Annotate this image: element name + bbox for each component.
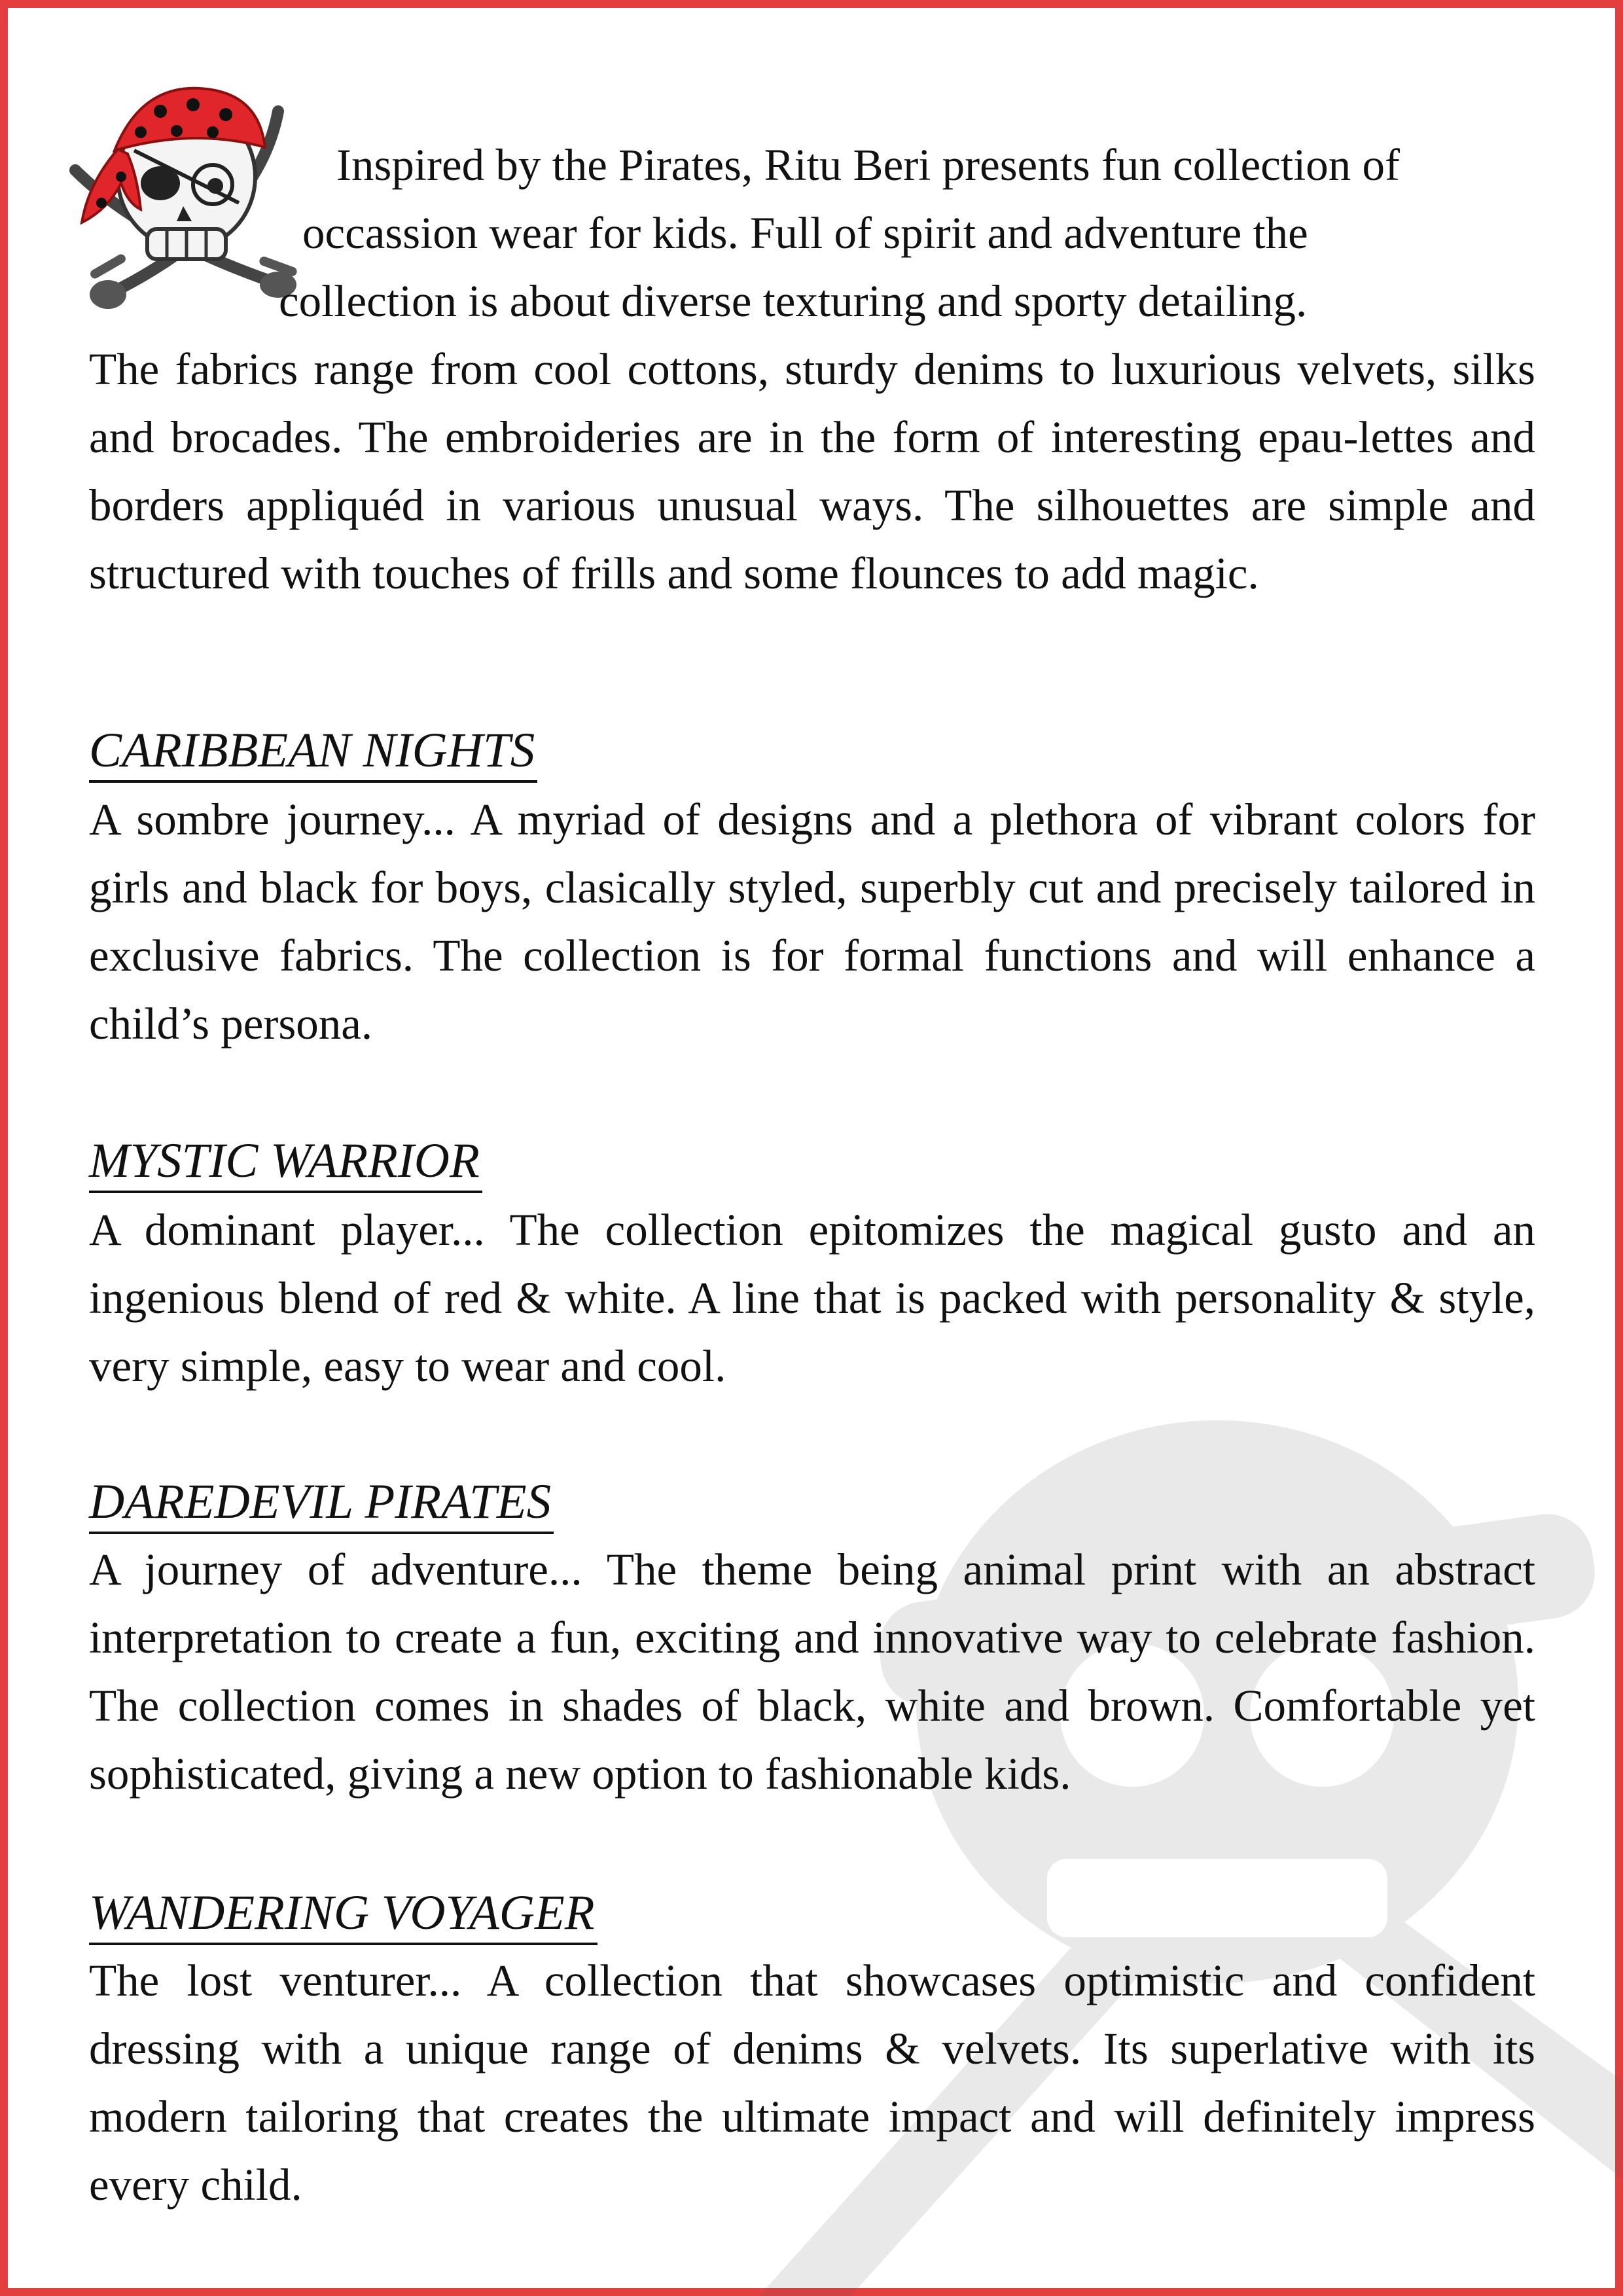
- intro-paragraph: The fabrics range from cool cottons, sturdy denims to luxurious velvets, silks and brocades. The embroideries are in the form of interesting epau-lettes and borders appliquéd in various unusual ways. The silhouettes are simple and structured with touches of frills and some flounces to add magic.: [89, 344, 1535, 598]
- heading-daredevil-pirates: DAREDEVIL PIRATES: [89, 1473, 554, 1534]
- text-wandering-voyager: The lost venturer... A collection that showcases optimistic and confident dressing with a unique range of denims & velvets. Its superlative with its modern tailoring that creates the ultimate impact and will definitely impress every child.: [89, 1956, 1535, 2210]
- text-caribbean-nights: A sombre journey... A myriad of designs and a plethora of vibrant colors for girls and black for boys, clasically styled, superbly cut and precisely tailored in exclusive fabrics. The collection is for formal functions and will enhance a child’s persona.: [89, 795, 1535, 1049]
- intro-line-2: occassion wear for kids. Full of spirit and adventure the: [302, 208, 1308, 258]
- heading-caribbean-nights: CARIBBEAN NIGHTS: [89, 721, 537, 783]
- intro-line-1: Inspired by the Pirates, Ritu Beri presents fun collection of: [336, 140, 1400, 190]
- intro-wrapped-lines: [89, 131, 1535, 335]
- text-daredevil-pirates: A journey of adventure... The theme being animal print with an abstract interpretation to create a fun, exciting and innovative way to celebrate fashion. The collection comes in shades of black, white and brown. Comfortable yet sophisticated, giving a new option to fashionable kids.: [89, 1545, 1535, 1799]
- heading-wandering-voyager: WANDERING VOYAGER: [89, 1884, 597, 1945]
- heading-mystic-warrior: MYSTIC WARRIOR: [89, 1132, 482, 1193]
- intro-line-3: collection is about diverse texturing and sporty detailing.: [279, 276, 1308, 326]
- text-mystic-warrior: A dominant player... The collection epitomizes the magical gusto and an ingenious blend of red & white. A line that is packed with personality & style, very simple, easy to wear and cool.: [89, 1205, 1535, 1391]
